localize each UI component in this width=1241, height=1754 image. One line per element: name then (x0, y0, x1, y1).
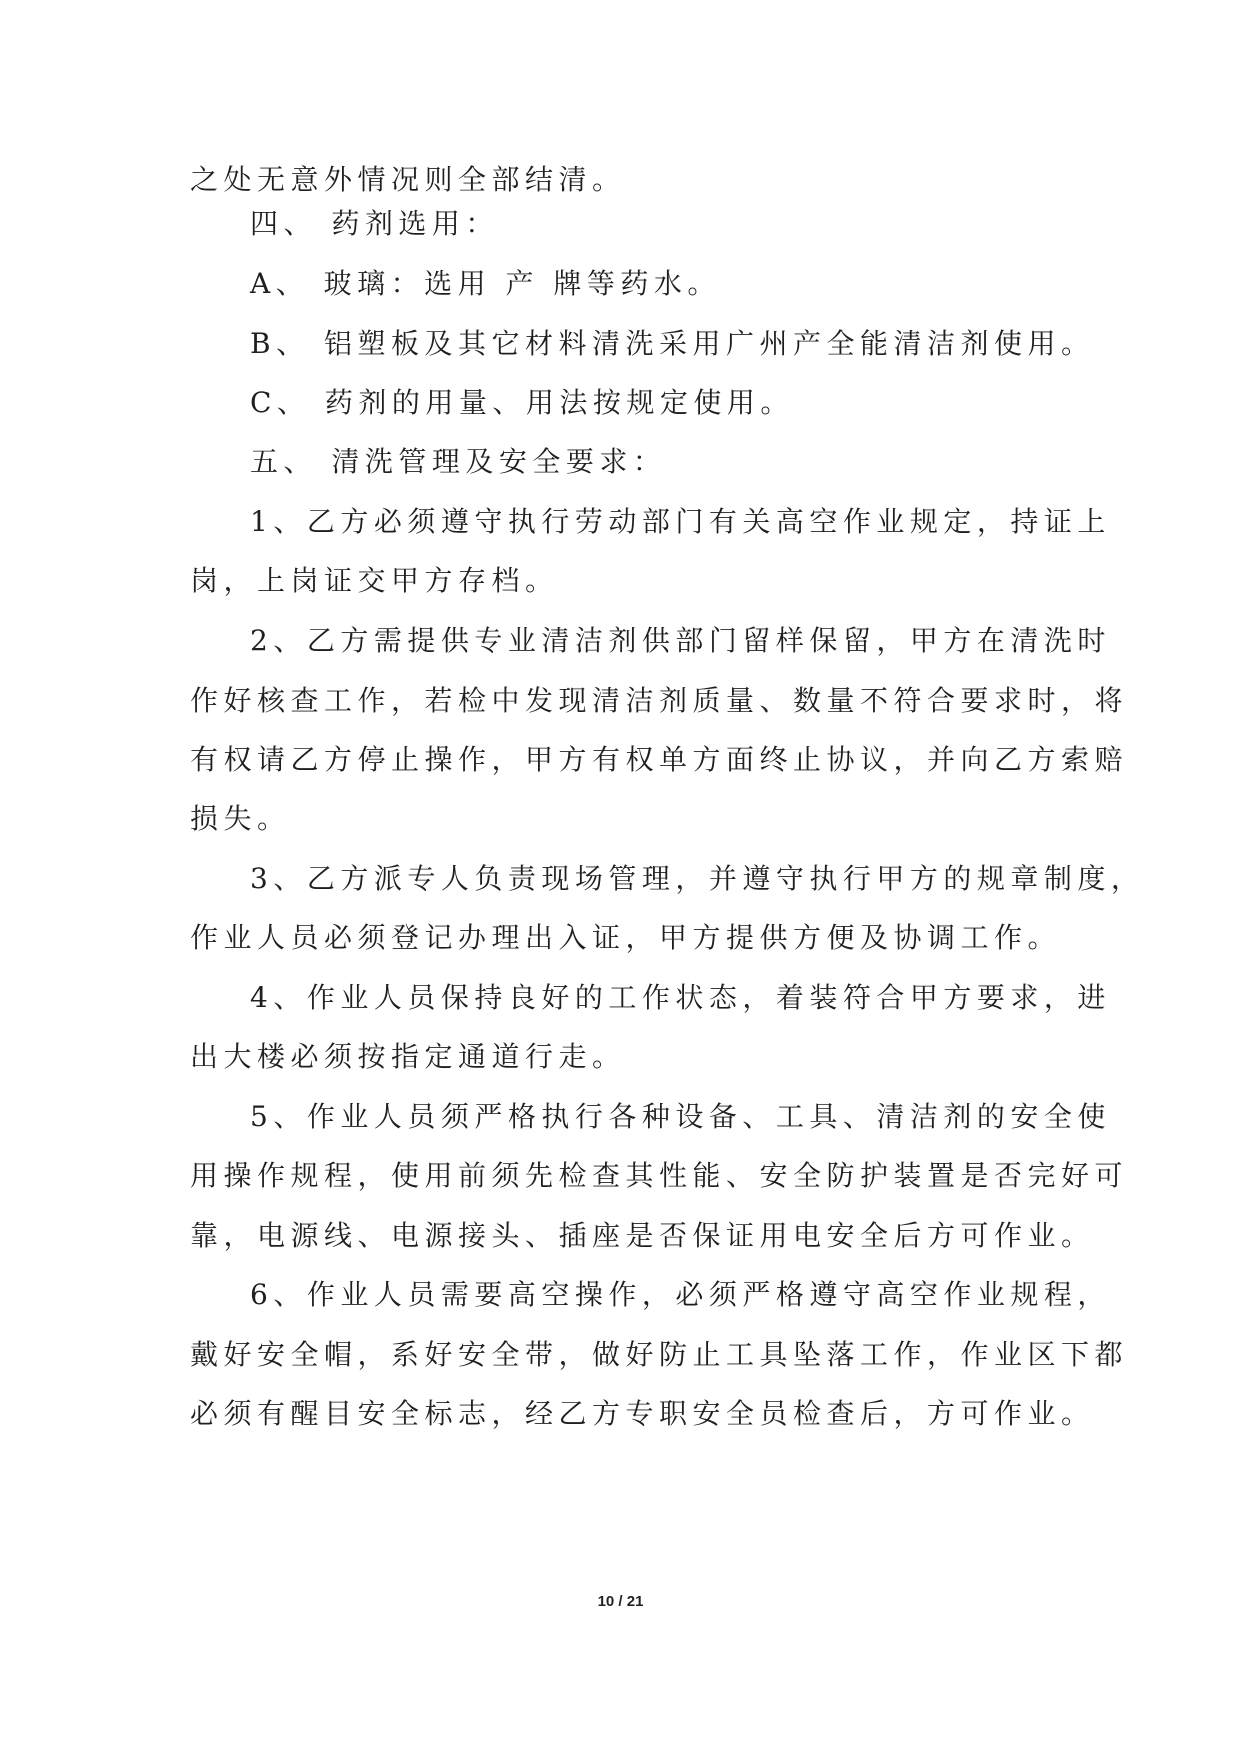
paragraph-line: 有权请乙方停止操作，甲方有权单方面终止协议，并向乙方索赔 (190, 743, 1129, 776)
list-item: C、 药剂的用量、用法按规定使用。 (250, 386, 794, 419)
paragraph-line: 6、作业人员需要高空操作，必须严格遵守高空作业规程， (250, 1278, 1111, 1311)
list-item: B、 铝塑板及其它材料清洗采用广州产全能清洁剂使用。 (250, 327, 1095, 360)
paragraph-line: 用操作规程，使用前须先检查其性能、安全防护装置是否完好可 (190, 1159, 1129, 1192)
paragraph-line: 作好核查工作，若检中发现清洁剂质量、数量不符合要求时，将 (190, 684, 1129, 717)
paragraph-line: 靠，电源线、电源接头、插座是否保证用电安全后方可作业。 (190, 1219, 1095, 1252)
paragraph-line: 5、作业人员须严格执行各种设备、工具、清洁剂的安全使 (250, 1100, 1111, 1133)
section-heading: 五、 清洗管理及安全要求： (250, 445, 667, 478)
paragraph-line: 作业人员必须登记办理出入证，甲方提供方便及协调工作。 (190, 921, 1062, 954)
section-heading: 四、 药剂选用： (250, 207, 499, 240)
text-line: 之处无意外情况则全部结清。 (190, 163, 626, 196)
paragraph-line: 必须有醒目安全标志，经乙方专职安全员检查后，方可作业。 (190, 1397, 1095, 1430)
paragraph-line: 2、乙方需提供专业清洁剂供部门留样保留，甲方在清洗时 (250, 624, 1111, 657)
paragraph-line: 4、作业人员保持良好的工作状态，着装符合甲方要求，进 (250, 981, 1111, 1014)
list-item: A、 玻璃：选用 产 牌等药水。 (250, 267, 721, 300)
paragraph-line: 出大楼必须按指定通道行走。 (190, 1040, 626, 1073)
page-number: 10 / 21 (597, 1593, 644, 1610)
paragraph-line: 岗，上岗证交甲方存档。 (190, 564, 559, 597)
paragraph-line: 损失。 (190, 802, 291, 835)
paragraph-line: 1、乙方必须遵守执行劳动部门有关高空作业规定，持证上 (250, 505, 1111, 538)
paragraph-line: 戴好安全帽，系好安全带，做好防止工具坠落工作，作业区下都 (190, 1338, 1129, 1371)
paragraph-line: 3、乙方派专人负责现场管理，并遵守执行甲方的规章制度， (250, 862, 1145, 895)
